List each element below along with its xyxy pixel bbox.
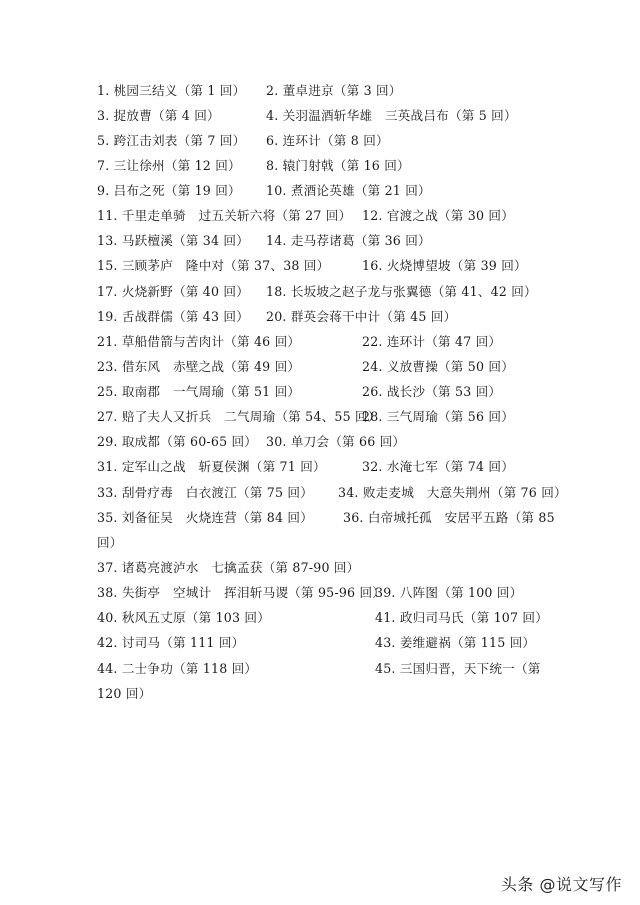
list-item: 15. 三顾茅庐 隆中对（第 37、38 回） [97,258,330,273]
list-item: 24. 义放曹操（第 50 回） [362,359,515,374]
list-item: 5. 跨江击刘表（第 7 回） [97,133,246,148]
list-item: 44. 二士争功（第 118 回） [97,661,258,676]
list-item: 4. 关羽温酒斩华雄 三英战吕布（第 5 回） [266,108,517,123]
list-item: 16. 火烧博望坡（第 39 回） [362,258,527,273]
list-item: 43. 姜维避祸（第 115 回） [375,635,536,650]
list-item: 10. 煮酒论英雄（第 21 回） [266,183,431,198]
list-item: 2. 董卓进京（第 3 回） [266,83,402,98]
list-item: 13. 马跃檀溪（第 34 回） [97,233,250,248]
list-item: 26. 战长沙（第 53 回） [362,384,502,399]
list-item: 23. 借东风 赤壁之战（第 49 回） [97,359,301,374]
list-item: 27. 赔了夫人又折兵 二气周瑜（第 54、55 回） [97,409,381,424]
list-item: 38. 失街亭 空城计 挥泪斩马谡（第 95-96 回） [97,585,386,600]
list-item: 8. 辕门射戟（第 16 回） [266,158,410,173]
list-item: 3. 捉放曹（第 4 回） [97,108,220,123]
watermark: 头条 @说文写作 [500,875,622,894]
list-item: 25. 取南郡 一气周瑜（第 51 回） [97,384,301,399]
list-item: 30. 单刀会（第 66 回） [266,434,406,449]
list-item: 14. 走马荐诸葛（第 36 回） [266,233,431,248]
list-item: 20. 群英会蒋干中计（第 45 回） [266,309,457,324]
list-item: 28. 三气周瑜（第 56 回） [362,409,515,424]
list-item: 35. 刘备征吴 火烧连营（第 84 回） [97,510,313,525]
list-item: 7. 三让徐州（第 12 回） [97,158,241,173]
list-item: 33. 刮骨疗毒 白衣渡江（第 75 回） [97,485,313,500]
list-item: 39. 八阵图（第 100 回） [375,585,523,600]
list-item: 1. 桃园三结义（第 1 回） [97,83,246,98]
list-item: 37. 诸葛亮渡泸水 七擒孟获（第 87-90 回） [97,560,360,575]
list-item: 19. 舌战群儒（第 43 回） [97,309,250,324]
list-item: 34. 败走麦城 大意失荆州（第 76 回） [338,485,567,500]
list-item: 29. 取成都（第 60-65 回） [97,434,258,449]
list-item: 18. 长坂坡之赵子龙与张翼德（第 41、42 回） [266,284,537,299]
list-item: 40. 秋风五丈原（第 103 回） [97,610,271,625]
list-item: 9. 吕布之死（第 19 回） [97,183,241,198]
list-item: 回） [97,535,123,550]
list-item: 17. 火烧新野（第 40 回） [97,284,250,299]
list-item: 42. 讨司马（第 111 回） [97,635,245,650]
list-item: 12. 官渡之战（第 30 回） [362,208,515,223]
list-item: 41. 政归司马氏（第 107 回） [375,610,549,625]
list-item: 45. 三国归晋，天下统一（第 [375,661,541,676]
list-item: 6. 连环计（第 8 回） [266,133,389,148]
list-item: 32. 水淹七军（第 74 回） [362,459,515,474]
list-item: 22. 连环计（第 47 回） [362,334,502,349]
list-item: 11. 千里走单骑 过五关斩六将（第 27 回） [97,208,352,223]
list-item: 120 回） [97,686,152,701]
list-item: 21. 草船借箭与苦肉计（第 46 回） [97,334,301,349]
list-item: 31. 定军山之战 斩夏侯渊（第 71 回） [97,459,326,474]
list-item: 36. 白帝城托孤 安居平五路（第 85 [343,510,555,525]
